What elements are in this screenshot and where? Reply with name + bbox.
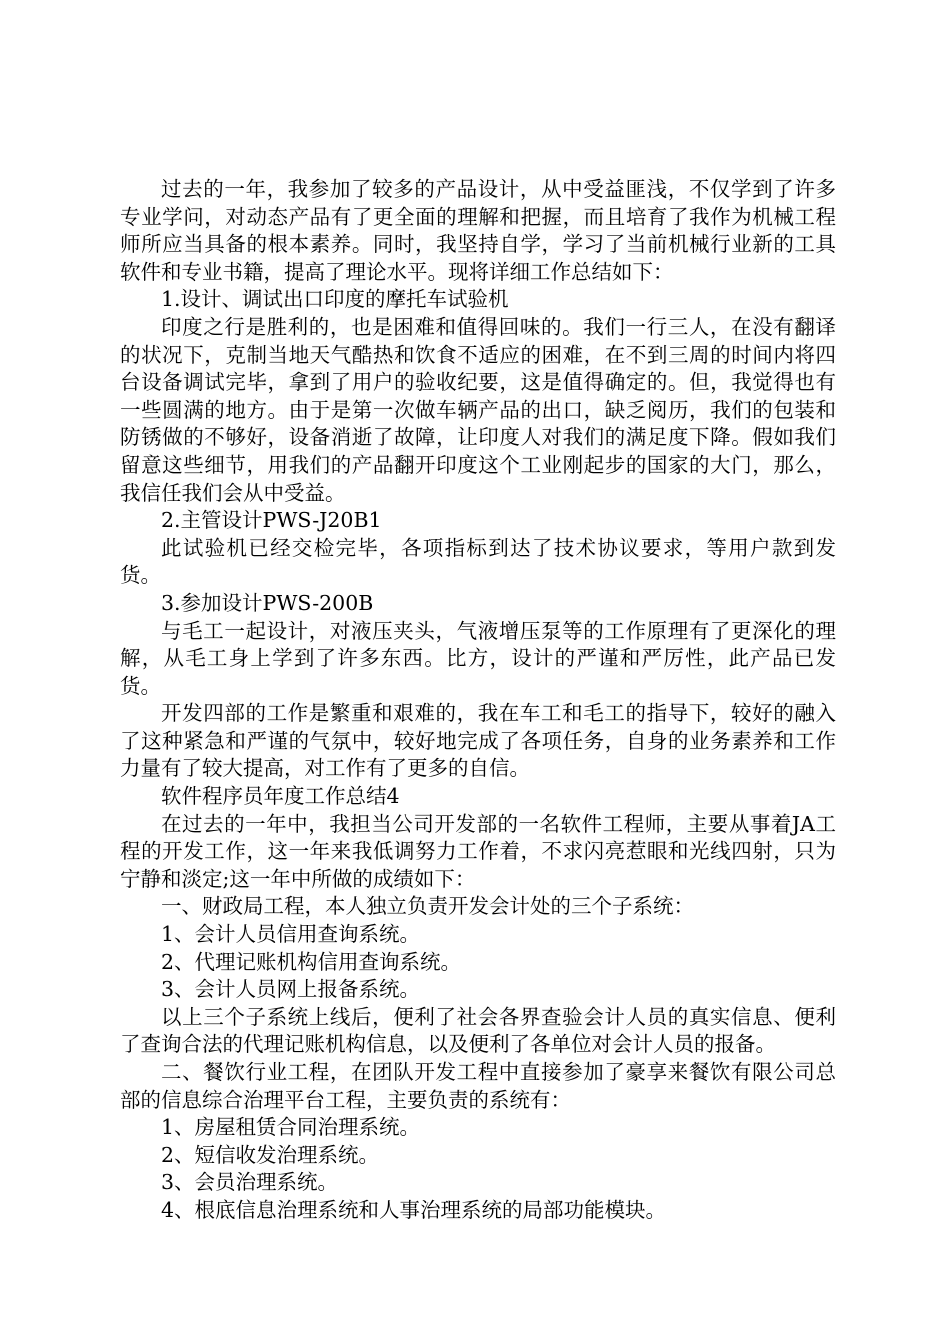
- list-item: 3、会员治理系统。: [161, 1170, 339, 1195]
- list-item: 4、根底信息治理系统和人事治理系统的局部功能模块。: [161, 1197, 667, 1222]
- heading-catering-project: 二、餐饮行业工程，在团队开发工程中直接参加了豪享来餐饮有限公司总部的信息综合治理平台工程，主要负责的系统有：: [120, 1060, 836, 1112]
- heading-item-3: 3.参加设计PWS-200B: [161, 590, 374, 615]
- list-item: 1、房屋租赁合同治理系统。: [161, 1115, 421, 1140]
- paragraph-200b: 与毛工一起设计，对液压夹头，气液增压泵等的工作原理有了更深化的理解，从毛工身上学到了许多东西。比方，设计的严谨和严厉性，此产品已发货。: [120, 618, 836, 698]
- paragraph-finance-result: 以上三个子系统上线后，便利了社会各界查验会计人员的真实信息、便利了查询合法的代理记账机构信息，以及便利了各单位对会计人员的报备。: [120, 1004, 836, 1057]
- paragraph-software-intro: 在过去的一年中，我担当公司开发部的一名软件工程师，主要从事着JA工程的开发工作，这一年来我低调努力工作着，不求闪亮惹眼和光线四射，只为宁静和淡定;这一年中所做的成绩如下：: [120, 811, 836, 891]
- section-title: 软件程序员年度工作总结4: [161, 784, 400, 809]
- heading-item-1: 1.设计、调试出口印度的摩托车试验机: [161, 287, 509, 312]
- list-item: 3、会计人员网上报备系统。: [161, 977, 421, 1002]
- list-item: 2、代理记账机构信用查询系统。: [161, 949, 462, 974]
- paragraph-j20b1: 此试验机已经交检完毕，各项指标到达了技术协议要求，等用户款到发货。: [120, 535, 836, 588]
- heading-item-2: 2.主管设计PWS-J20B1: [161, 508, 382, 533]
- paragraph-intro: 过去的一年，我参加了较多的产品设计，从中受益匪浅，不仅学到了许多专业学问，对动态产品有了更全面的理解和把握，而且培育了我作为机械工程师所应当具备的根本素养。同时，我坚持自学，学习了当前机械行业新的工具软件和专业书籍，提高了理论水平。现将详细工作总结如下：: [120, 177, 836, 284]
- paragraph-dept-four: 开发四部的工作是繁重和艰难的，我在车工和毛工的指导下，较好的融入了这种紧急和严谨的气氛中，较好地完成了各项任务，自身的业务素养和工作力量有了较大提高，对工作有了更多的自信。: [120, 701, 836, 781]
- document-body: [120, 176, 836, 1225]
- list-item: 2、短信收发治理系统。: [161, 1142, 380, 1167]
- heading-finance-project: 一、财政局工程，本人独立负责开发会计处的三个子系统：: [161, 894, 694, 919]
- paragraph-india-trip: 印度之行是胜利的，也是困难和值得回味的。我们一行三人，在没有翻译的状况下，克制当地天气酷热和饮食不适应的困难，在不到三周的时间内将四台设备调试完毕，拿到了用户的验收纪要，这是值得确定的。但，我觉得也有一些圆满的地方。由于是第一次做车辆产品的出口，缺乏阅历，我们的包装和防锈做的不够好，设备消逝了故障，让印度人对我们的满足度下降。假如我们留意这些细节，用我们的产品翻开印度这个工业刚起步的国家的大门，那么，我信任我们会从中受益。: [120, 314, 836, 505]
- list-item: 1、会计人员信用查询系统。: [161, 922, 421, 947]
